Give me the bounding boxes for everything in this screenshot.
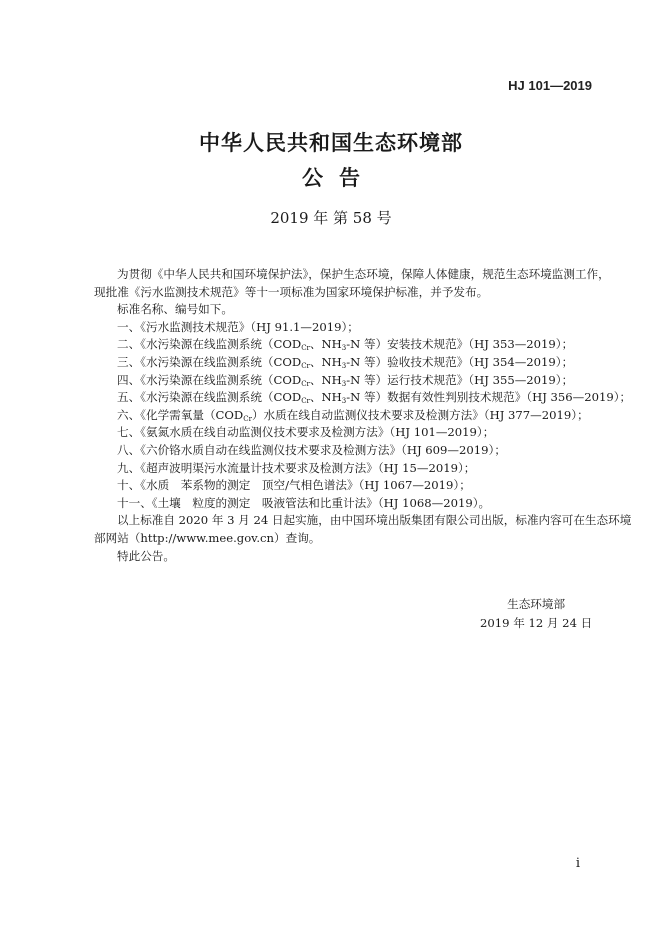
subscript-cr: Cr — [301, 379, 310, 388]
item-title: -N 等）验收技术规范》（HJ 354—2019）； — [346, 354, 574, 369]
item-title: 《水污染源在线监测系统（COD — [140, 390, 302, 405]
item-title: 《土壤 粒度的测定 吸液管法和比重计法》（HJ 1068—2019）。 — [151, 495, 491, 510]
item-title: -N 等）数据有效性判别技术规范》（HJ 356—2019）； — [346, 390, 632, 405]
effective-date-line1: 以上标准自 2020 年 3 月 24 日起实施，由中国环境出版集团有限公司出版，标准内容可在生态环境 — [117, 513, 632, 528]
announcement-body — [94, 266, 632, 565]
standard-code: HJ 101—2019 — [508, 78, 592, 93]
item-title: 、NH — [309, 372, 342, 387]
list-item — [94, 495, 594, 513]
subscript-3: 3 — [341, 379, 347, 388]
item-title: 《污水监测技术规范》（HJ 91.1—2019）； — [140, 319, 359, 334]
list-item — [94, 424, 594, 442]
list-item — [94, 389, 632, 407]
standards-list-heading: 标准名称、编号如下。 — [117, 302, 233, 317]
item-title: 、NH — [309, 354, 342, 369]
item-number: 一、 — [117, 319, 141, 334]
ministry-title: 中华人民共和国生态环境部 — [199, 130, 463, 155]
item-title: 《化学需氧量（COD — [140, 407, 244, 422]
item-title: -N 等）安装技术规范》（HJ 353—2019）； — [346, 337, 574, 352]
list-item — [94, 319, 594, 337]
subscript-cr: Cr — [301, 344, 310, 353]
effective-date-line2: 部网站（http://www.mee.gov.cn）查询。 — [94, 530, 321, 545]
issuing-organization: 生态环境部 — [507, 597, 566, 611]
item-title: 《超声波明渠污水流量计技术要求及检测方法》（HJ 15—2019）； — [140, 460, 476, 475]
intro-paragraph-line1: 为贯彻《中华人民共和国环境保护法》，保护生态环境，保障人体健康，规范生态环境监测工作， — [117, 267, 610, 281]
signature-block — [480, 595, 592, 633]
item-title: 《水污染源在线监测系统（COD — [140, 372, 302, 387]
list-item — [94, 442, 594, 460]
item-number: 九、 — [117, 460, 141, 475]
announcement-title: 公告 — [302, 165, 376, 190]
item-title: 《水污染源在线监测系统（COD — [140, 337, 302, 352]
item-number: 四、 — [117, 372, 141, 387]
item-number: 五、 — [117, 390, 141, 405]
list-item — [94, 354, 594, 372]
list-item — [94, 336, 594, 354]
document-number: 2019 年 第 58 号 — [270, 209, 392, 227]
intro-paragraph-line2: 现批准《污水监测技术规范》等十一项标准为国家环境保护标准，并予发布。 — [94, 284, 489, 299]
item-title: 《水污染源在线监测系统（COD — [140, 354, 302, 369]
item-title: -N 等）运行技术规范》（HJ 355—2019）； — [346, 372, 574, 387]
item-number: 六、 — [117, 407, 141, 422]
item-title: 《氨氮水质在线自动监测仪技术要求及检测方法》（HJ 101—2019）； — [140, 425, 495, 440]
item-number: 八、 — [117, 442, 141, 457]
item-title: ）水质在线自动监测仪技术要求及检测方法》（HJ 377—2019）； — [251, 407, 589, 422]
item-number: 十一、 — [117, 495, 152, 510]
item-number: 七、 — [117, 425, 141, 440]
subscript-3: 3 — [341, 397, 347, 406]
item-title: 、NH — [309, 337, 342, 352]
issue-date: 2019 年 12 月 24 日 — [480, 616, 593, 630]
item-number: 三、 — [117, 354, 141, 369]
page-number: i — [575, 856, 580, 871]
item-title: 《水质 苯系物的测定 顶空/气相色谱法》（HJ 1067—2019）； — [140, 478, 471, 493]
list-item — [94, 372, 594, 390]
list-item — [94, 477, 594, 495]
item-title: 、NH — [309, 390, 342, 405]
item-title: 《六价铬水质自动在线监测仪技术要求及检测方法》（HJ 609—2019）； — [140, 442, 506, 457]
standards-list — [94, 319, 632, 513]
subscript-3: 3 — [341, 361, 347, 370]
list-item — [94, 460, 594, 478]
closing-statement: 特此公告。 — [117, 548, 175, 563]
item-number: 十、 — [117, 478, 141, 493]
item-number: 二、 — [117, 337, 141, 352]
subscript-cr: Cr — [243, 414, 252, 423]
subscript-cr: Cr — [301, 397, 310, 406]
subscript-3: 3 — [341, 344, 347, 353]
subscript-cr: Cr — [301, 361, 310, 370]
list-item — [94, 407, 594, 425]
